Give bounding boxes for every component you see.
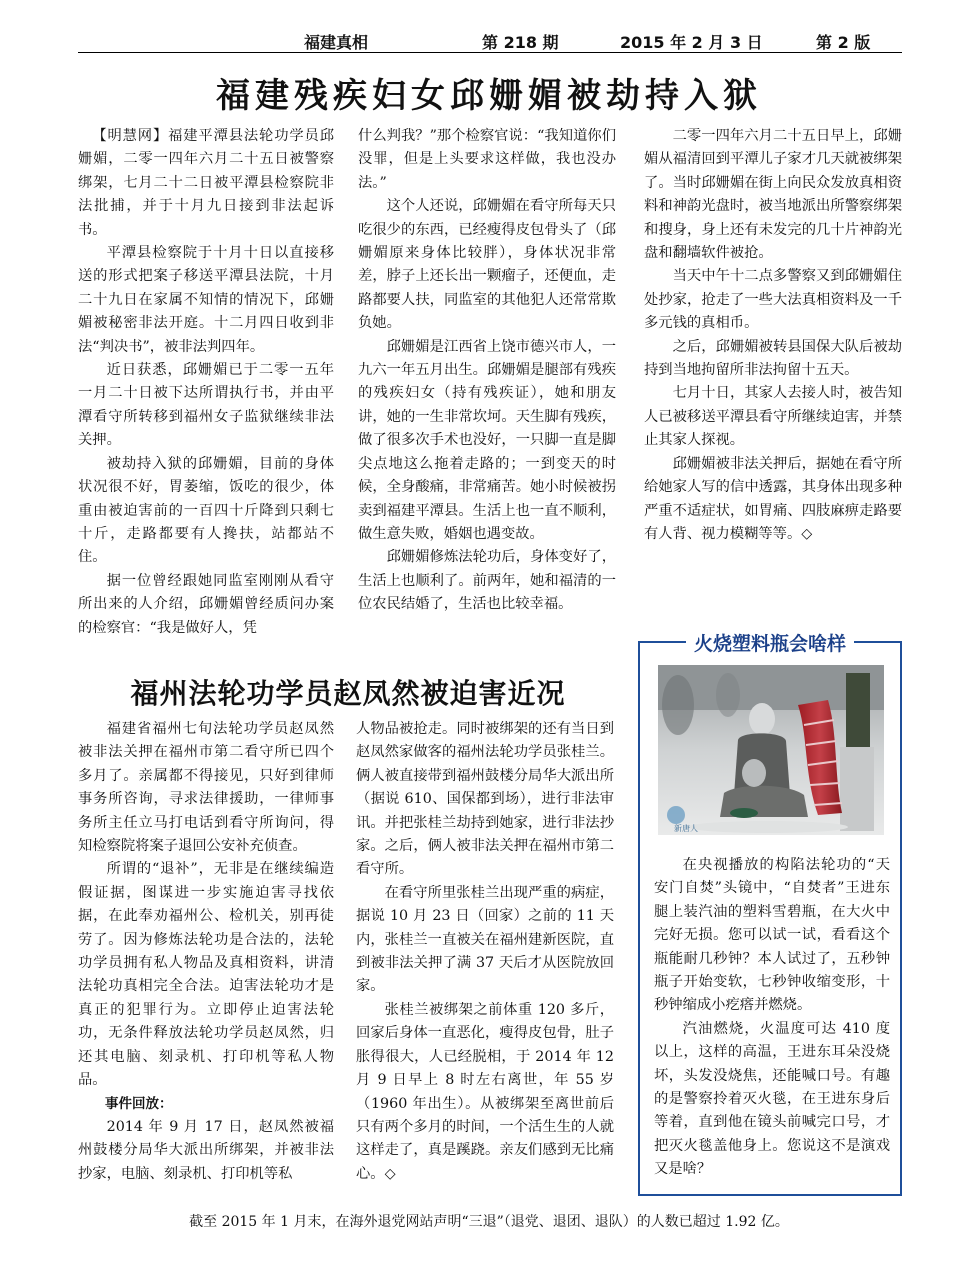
paper-name: 福建真相 bbox=[304, 33, 369, 52]
article2-title: 福州法轮功学员赵凤然被迫害近况 bbox=[130, 677, 566, 710]
paragraph: 二零一四年六月二十五日早上，邱姗媚从福清回到平潭儿子家才几天就被绑架了。当时邱姗媚在街上向民众发放真相资料和神韵光盘时，被当地派出所警察绑架和搜身，身上还有未发完的几十片神韵光盘和翻墙软件被抢。 bbox=[644, 128, 902, 262]
article2-column-1 bbox=[78, 718, 334, 1186]
paragraph: 张桂兰被绑架之前体重 120 多斤，回家后身体一直恶化，瘦得皮包骨，肚子胀得很大，人已经脱相，于 2014 年 12 月 9 日早上 8 时左右离世，年 55 岁（1960 年出生）。从被绑架至离世前后只有两个多月的时间，一个活生生的人就这样走了，真是蹊跷。亲友们感到无比痛心。◇ bbox=[356, 1001, 614, 1182]
paragraph: 近日获悉，邱姗媚已于二零一五年一月二十日被下达所谓执行书，并由平潭看守所转移到福州女子监狱继续非法关押。 bbox=[78, 362, 334, 449]
paragraph: 2014 年 9 月 17 日，赵凤然被福州鼓楼分局华大派出所绑架，并被非法抄家，电脑、刻录机、打印机等私 bbox=[78, 1118, 334, 1182]
paragraph: 邱姗媚修炼法轮功后，身体变好了，生活上也顺利了。前两年，她和福清的一位农民结婚了，生活也比较幸福。 bbox=[358, 549, 616, 613]
paragraph: 据一位曾经跟她同监室刚刚从看守所出来的人介绍，邱姗媚曾经质问办案的检察官：“我是做好人，凭 bbox=[78, 572, 334, 636]
event-review-subhead: 事件回放： bbox=[105, 1095, 173, 1112]
paragraph: 福建省福州七旬法轮功学员赵凤然被非法关押在福州市第二看守所已四个多月了。亲属都不得接见，只好到律师事务所咨询，寻求法律援助，一律师事务所主任立马打电话到看守所询问，得知检察院将案子退回公安补充侦查。 bbox=[78, 721, 334, 855]
photo-logo-text: 新唐人 bbox=[674, 824, 698, 833]
paragraph: 当天中午十二点多警察又到邱姗媚住处抄家，抢走了一些大法真相资料及一千多元钱的真相币。 bbox=[644, 268, 902, 332]
page-number: 第 2 版 bbox=[816, 33, 871, 52]
paragraph: 在央视播放的构陷法轮功的“天安门自焚”头镜中，“自焚者”王进东腿上装汽油的塑料雪碧瓶，在大火中完好无损。您可以试一试，看看这个瓶能耐几秒钟？本人试过了，五秒钟瓶子开始变软，七秒钟收缩变形，十秒钟缩成小疙瘩并燃烧。 bbox=[654, 857, 890, 1014]
paragraph: 汽油燃烧，火温度可达 410 度以上，这样的高温，王进东耳朵没烧坏，头发没烧焦，还能喊口号。有趣的是警察拎着灭火毯，在王进东身后等着，直到他在镜头前喊完口号，才把灭火毯盖他身上。您说这不是演戏又是啥？ bbox=[654, 1020, 890, 1178]
sidebar-title: 火烧塑料瓶会啥样 bbox=[640, 629, 900, 656]
sidebar-text bbox=[654, 854, 890, 1182]
paragraph: 邱姗媚是江西省上饶市德兴市人，一九六一年五月出生。邱姗媚是腿部有残疾的残疾妇女（持有残疾证），她和朋友讲，她的一生非常坎坷。天生脚有残疾，做了很多次手术也没好，一只脚一直是脚尖点地这么拖着走路的；一到变天的时候，全身酸痛，非常痛苦。她小时候被拐卖到福建平潭县。生活上也一直不顺利，做生意失败，婚姻也遇变故。 bbox=[358, 338, 616, 542]
paragraph: 什么判我？”那个检察官说：“我知道你们没罪，但是上头要求这样做，我也没办法。” bbox=[358, 128, 616, 191]
paragraph: 在看守所里张桂兰出现严重的病症，据说 10 月 23 日（回家）之前的 11 天内，张桂兰一直被关在福州建新医院，直到被非法关押了满 37 天后才从医院放回家。 bbox=[356, 884, 614, 995]
paragraph: 之后，邱姗媚被转县国保大队后被劫持到当地拘留所非法拘留十五天。 bbox=[644, 338, 902, 379]
article1-column-2 bbox=[358, 125, 616, 617]
article1-title: 福建残疾妇女邱姗媚被劫持入狱 bbox=[216, 76, 762, 116]
masthead-rule bbox=[78, 52, 902, 53]
article1-column-1 bbox=[78, 125, 334, 640]
paragraph: 邱姗媚被非法关押后，据她在看守所给她家人写的信中透露，其身体出现多种严重不适症状，如胃痛、四肢麻痹走路要有人背、视力模糊等等。◇ bbox=[644, 455, 902, 542]
self-immolation-photo bbox=[658, 665, 884, 835]
paragraph: 平潭县检察院于十月十日以直接移送的形式把案子移送平潭县法院，十月二十九日在家属不知情的情况下，邱姗媚被秘密非法开庭。十二月四日收到非法“判决书”，被非法判四年。 bbox=[78, 245, 334, 355]
issue-number: 第 218 期 bbox=[482, 33, 559, 52]
issue-date: 2015 年 2 月 3 日 bbox=[620, 33, 763, 52]
masthead bbox=[78, 28, 902, 54]
sidebar-box bbox=[638, 633, 902, 1196]
paragraph: 这个人还说，邱姗媚在看守所每天只吃很少的东西，已经瘦得皮包骨头了（邱姗媚原来身体比较胖），身体状况非常差，脖子上还长出一颗瘤子，还便血，走路都要人扶，同监室的其他犯人还常常欺负她。 bbox=[358, 198, 616, 332]
paragraph: 所谓的“退补”，无非是在继续编造假证据，图谋进一步实施迫害寻找依据，在此奉劝福州公、检机关，别再徒劳了。因为修炼法轮功是合法的，法轮功学员拥有私人物品及真相资料，讲清法轮功真相完全合法。迫害法轮功才是真正的犯罪行为。立即停止迫害法轮功，无条件释放法轮功学员赵凤然，归还其电脑、刻录机、打印机等私人物品。 bbox=[78, 861, 334, 1089]
paragraph: 七月十日，其家人去接人时，被告知人已被移送平潭县看守所继续迫害，并禁止其家人探视。 bbox=[644, 385, 902, 449]
paragraph: 被劫持入狱的邱姗媚，目前的身体状况很不好，胃萎缩，饭吃的很少，体重由被迫害前的一百四十斤降到只剩七十斤，走路都要有人搀扶，站都站不住。 bbox=[78, 455, 334, 566]
article2-column-2 bbox=[356, 718, 614, 1186]
article1-column-3 bbox=[644, 125, 902, 546]
footer-note: 截至 2015 年 1 月末，在海外退党网站声明“三退”（退党、退团、退队）的人数已超过 1.92 亿。 bbox=[189, 1214, 789, 1230]
paragraph: 【明慧网】福建平潭县法轮功学员邱姗媚，二零一四年六月二十五日被警察绑架，七月二十二日被平潭县检察院非法批捕，并于十月九日接到非法起诉书。 bbox=[78, 128, 334, 238]
paragraph: 人物品被抢走。同时被绑架的还有当日到赵凤然家做客的福州法轮功学员张桂兰。俩人被直接带到福州鼓楼分局华大派出所（据说 610、国保都到场），进行非法审讯。并把张桂兰劫持到她家，进行非法抄家。之后，俩人被非法关押在福州市第二看守所。 bbox=[356, 721, 614, 878]
